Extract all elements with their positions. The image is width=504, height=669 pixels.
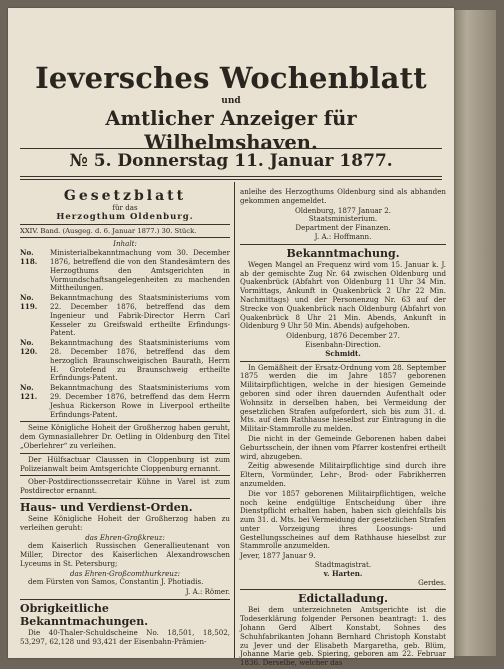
orden-heading: Haus- und Verdienst-Orden. bbox=[20, 500, 193, 514]
item-text: Ministerialbekanntmachung vom 30. December 1876, betreffend die von den Standesämtern des Herzogthums den Amtsgerichten in Vormundschaftsangelegenheiten zu machenden Mittheilungen. bbox=[50, 248, 230, 293]
stammrolle-p4: Die vor 1857 geborenen Militairpflichtigen, welche noch keine endgültige Entscheidung über ihre Dienstpflicht erhalten haben, haben sich gleichfalls bis zum 31. d. Mts. bei Vermeidung der gesetzlichen Strafen unter Vorzeigung ihres Loosungs- und Gestellungsscheines auf dem Rathhause hieselbst zur Stammrolle anzumelden. bbox=[240, 488, 446, 551]
anleihe-date: Oldenburg, 1877 Januar 2. bbox=[294, 205, 392, 215]
rule-top bbox=[20, 148, 442, 149]
bekanntmachung-text: Wegen Mangel an Frequenz wird vom 15. Januar k. J. ab der gemischte Zug Nr. 64 zwischen Oldenburg und Quakenbrück (Abfahrt von Oldenburg 11 Uhr 34 Min. Vormittags, Ankunft in Quakenbrück 2 Uhr 22 Min. Nachmittags) und der Personenzug Nr. 63 auf der Strecke von Quakenbrück nach Oldenburg (Abfahrt von Quakenbrück 8 Uhr 21 Min. Abends, Ankunft in Oldenburg 9 Uhr 50 Min. Abends) aufgehoben. bbox=[240, 259, 446, 331]
item-number: No. 119. bbox=[20, 293, 38, 311]
bekanntmachung-sig-2: Schmidt. bbox=[325, 348, 361, 358]
newspaper-page bbox=[8, 8, 454, 668]
list-item bbox=[20, 384, 230, 419]
item-text: Bekanntmachung des Staatsministeriums vom 29. December 1876, betreffend das dem Herrn Jeshua Rickerson Rowe in Liverpool ertheilte Erfindungs-Patent. bbox=[50, 383, 230, 419]
divider bbox=[20, 237, 230, 238]
anleihe-continuation: anleihe des Herzogthums Oldenburg sind als abhanden gekommen angemeldet. bbox=[240, 187, 446, 205]
divider bbox=[20, 421, 230, 422]
rule-under-date-2 bbox=[20, 179, 442, 180]
notice-kuehne: Ober-Postdirectionssecretair Kühne in Varel ist zum Postdirector ernannt. bbox=[20, 477, 230, 496]
right-column bbox=[240, 188, 446, 669]
divider bbox=[240, 361, 446, 362]
obrigkeitliche-text: Die 40-Thaler-Schuldscheine No. 18,501, 18,502, 53,297, 62,128 und 93,421 der Eisenbahn-Prämien- bbox=[20, 628, 230, 646]
notice-claussen: Der Hülfsactuar Claussen in Cloppenburg ist zum Polizeianwalt beim Amtsgerichte Cloppenburg ernannt. bbox=[20, 454, 230, 473]
issue-number: № 5. bbox=[69, 151, 112, 171]
stammrolle-p3: Zeitig abwesende Militairpflichtige sind durch ihre Eltern, Vormünder, Lehr-, Brod- oder Fabrikherren anzumelden. bbox=[240, 461, 446, 488]
anleihe-sig-3: J. A.: Hoffmann. bbox=[314, 231, 372, 241]
page-edge bbox=[454, 10, 496, 656]
gesetzblatt-band: XXIV. Band. (Ausgeg. d. 6. Januar 1877.) 30. Stück. bbox=[20, 226, 197, 235]
anleihe-sig-2: Department der Finanzen. bbox=[295, 223, 391, 233]
stammrolle-sig-3: Gerdes. bbox=[418, 577, 446, 587]
stammrolle-sig-1: Stadtmagistrat. bbox=[314, 560, 372, 570]
list-item bbox=[20, 249, 230, 293]
orden-grosscomthurkreuz: das Ehren-Großcomthurkreuz: bbox=[70, 568, 180, 578]
left-column bbox=[20, 188, 230, 648]
orden-intro: Seine Königliche Hoheit der Großherzog haben zu verleihen geruht: bbox=[20, 513, 230, 532]
stammrolle-p2: Die nicht in der Gemeinde Geborenen haben dabei Geburtsschein, der ihnen vom Pfarrer kostenfrei ertheilt wird, abzugeben. bbox=[240, 433, 446, 461]
item-number: No. 121. bbox=[20, 383, 38, 401]
bekanntmachung-date: Oldenburg, 1876 December 27. bbox=[286, 331, 400, 341]
divider bbox=[20, 224, 230, 225]
gesetzblatt-title: Gesetzblatt bbox=[63, 188, 187, 204]
obrigkeitliche-heading: Obrigkeitliche Bekanntmachungen. bbox=[20, 602, 149, 629]
dateline bbox=[48, 150, 414, 172]
column-divider bbox=[234, 182, 235, 658]
item-number: No. 118. bbox=[20, 248, 38, 266]
masthead-und: und bbox=[221, 96, 241, 106]
divider bbox=[240, 589, 446, 590]
orden-grosscomthurkreuz-text: dem Fürsten von Samos, Constantin J. Photiadis. bbox=[28, 577, 204, 587]
edictalladung-text: Bei dem unterzeichneten Amtsgerichte ist die Todeserklärung folgender Personen beantragt: 1. des Johann Gerd Albert Konstabt, Sohnes des Schuhfabrikanten Johann Bernhard Christoph Konstabt zu Jever und der Elisabeth Margaretha, geb. Blüm, Johanne Marie geb. Spiering, geboren am 22. Februar 1836. Derselbe, welcher das bbox=[240, 605, 446, 668]
anleihe-sig-1: Staatsministerium. bbox=[308, 214, 378, 224]
stammrolle-sig-2: v. Harten. bbox=[323, 568, 363, 578]
item-number: No. 120. bbox=[20, 338, 38, 356]
masthead-subtitle: Amtlicher Anzeiger für Wilhelmshaven. bbox=[105, 107, 357, 154]
orden-grosskreuz: das Ehren-Großkreuz: bbox=[85, 532, 165, 542]
edictalladung-heading: Edictalladung. bbox=[298, 592, 388, 606]
gesetzblatt-herzogthum: Herzogthum Oldenburg. bbox=[56, 211, 194, 222]
list-item bbox=[20, 294, 230, 338]
divider bbox=[20, 599, 230, 600]
gesetzblatt-fuer: für das bbox=[112, 203, 138, 212]
divider bbox=[20, 475, 230, 476]
bekanntmachung-sig-1: Eisenbahn-Direction. bbox=[305, 339, 381, 349]
item-text: Bekanntmachung des Staatsministeriums vom 22. December 1876, betreffend das dem Ingenieur und Fabrik-Director Herrn Carl Kesseler zu Greifswald ertheilte Erfindungs-Patent. bbox=[50, 293, 230, 338]
item-text: Bekanntmachung des Staatsministeriums vom 28. December 1876, betreffend das dem herzoglich Braunschweigischen Baurath, Herrn H. Grotefend zu Braunschweig ertheilte Erfindungs-Patent. bbox=[50, 338, 230, 383]
orden-grosskreuz-text: dem Kaiserlich Russischen Generallieutenant von Miller, Director des Kaiserlichen Alexandrowschen Lyceums in St. Petersburg; bbox=[20, 541, 230, 568]
issue-date: 11. Januar 1877. bbox=[234, 151, 393, 171]
orden-signature: J. A.: Römer. bbox=[185, 587, 230, 597]
divider bbox=[20, 453, 230, 454]
stammrolle-p1: In Gemäßheit der Ersatz-Ordnung vom 28. September 1875 werden die im Jahre 1857 geborenen Militairpflichtigen, welche in der hiesigen Gemeinde geboren sind oder ihren dauernden Aufenthalt oder Wohnsitz in derselben haben, bei Vermeidung der gesetzlichen Strafen aufgefordert, sich bis zum 31. d. Mts. auf dem Rathhause hieselbst zur Eintragung in die Militair-Stammrolle zu melden. bbox=[240, 362, 446, 434]
inhalt-label: Inhalt: bbox=[113, 239, 137, 249]
notice-oetling: Seine Königliche Hoheit der Großherzog haben geruht, dem Gymnasiallehrer Dr. Oetling in Oldenburg den Titel „Oberlehrer“ zu verleihen. bbox=[20, 423, 230, 450]
divider bbox=[20, 498, 230, 499]
masthead-title: Ieversches Wochenblatt bbox=[35, 61, 427, 95]
stammrolle-date: Jever, 1877 Januar 9. bbox=[240, 551, 316, 561]
issue-weekday: Donnerstag bbox=[117, 151, 229, 171]
bekanntmachung-heading: Bekanntmachung. bbox=[286, 246, 400, 260]
rule-under-date-1 bbox=[20, 176, 442, 177]
divider bbox=[240, 244, 446, 245]
list-item bbox=[20, 339, 230, 383]
